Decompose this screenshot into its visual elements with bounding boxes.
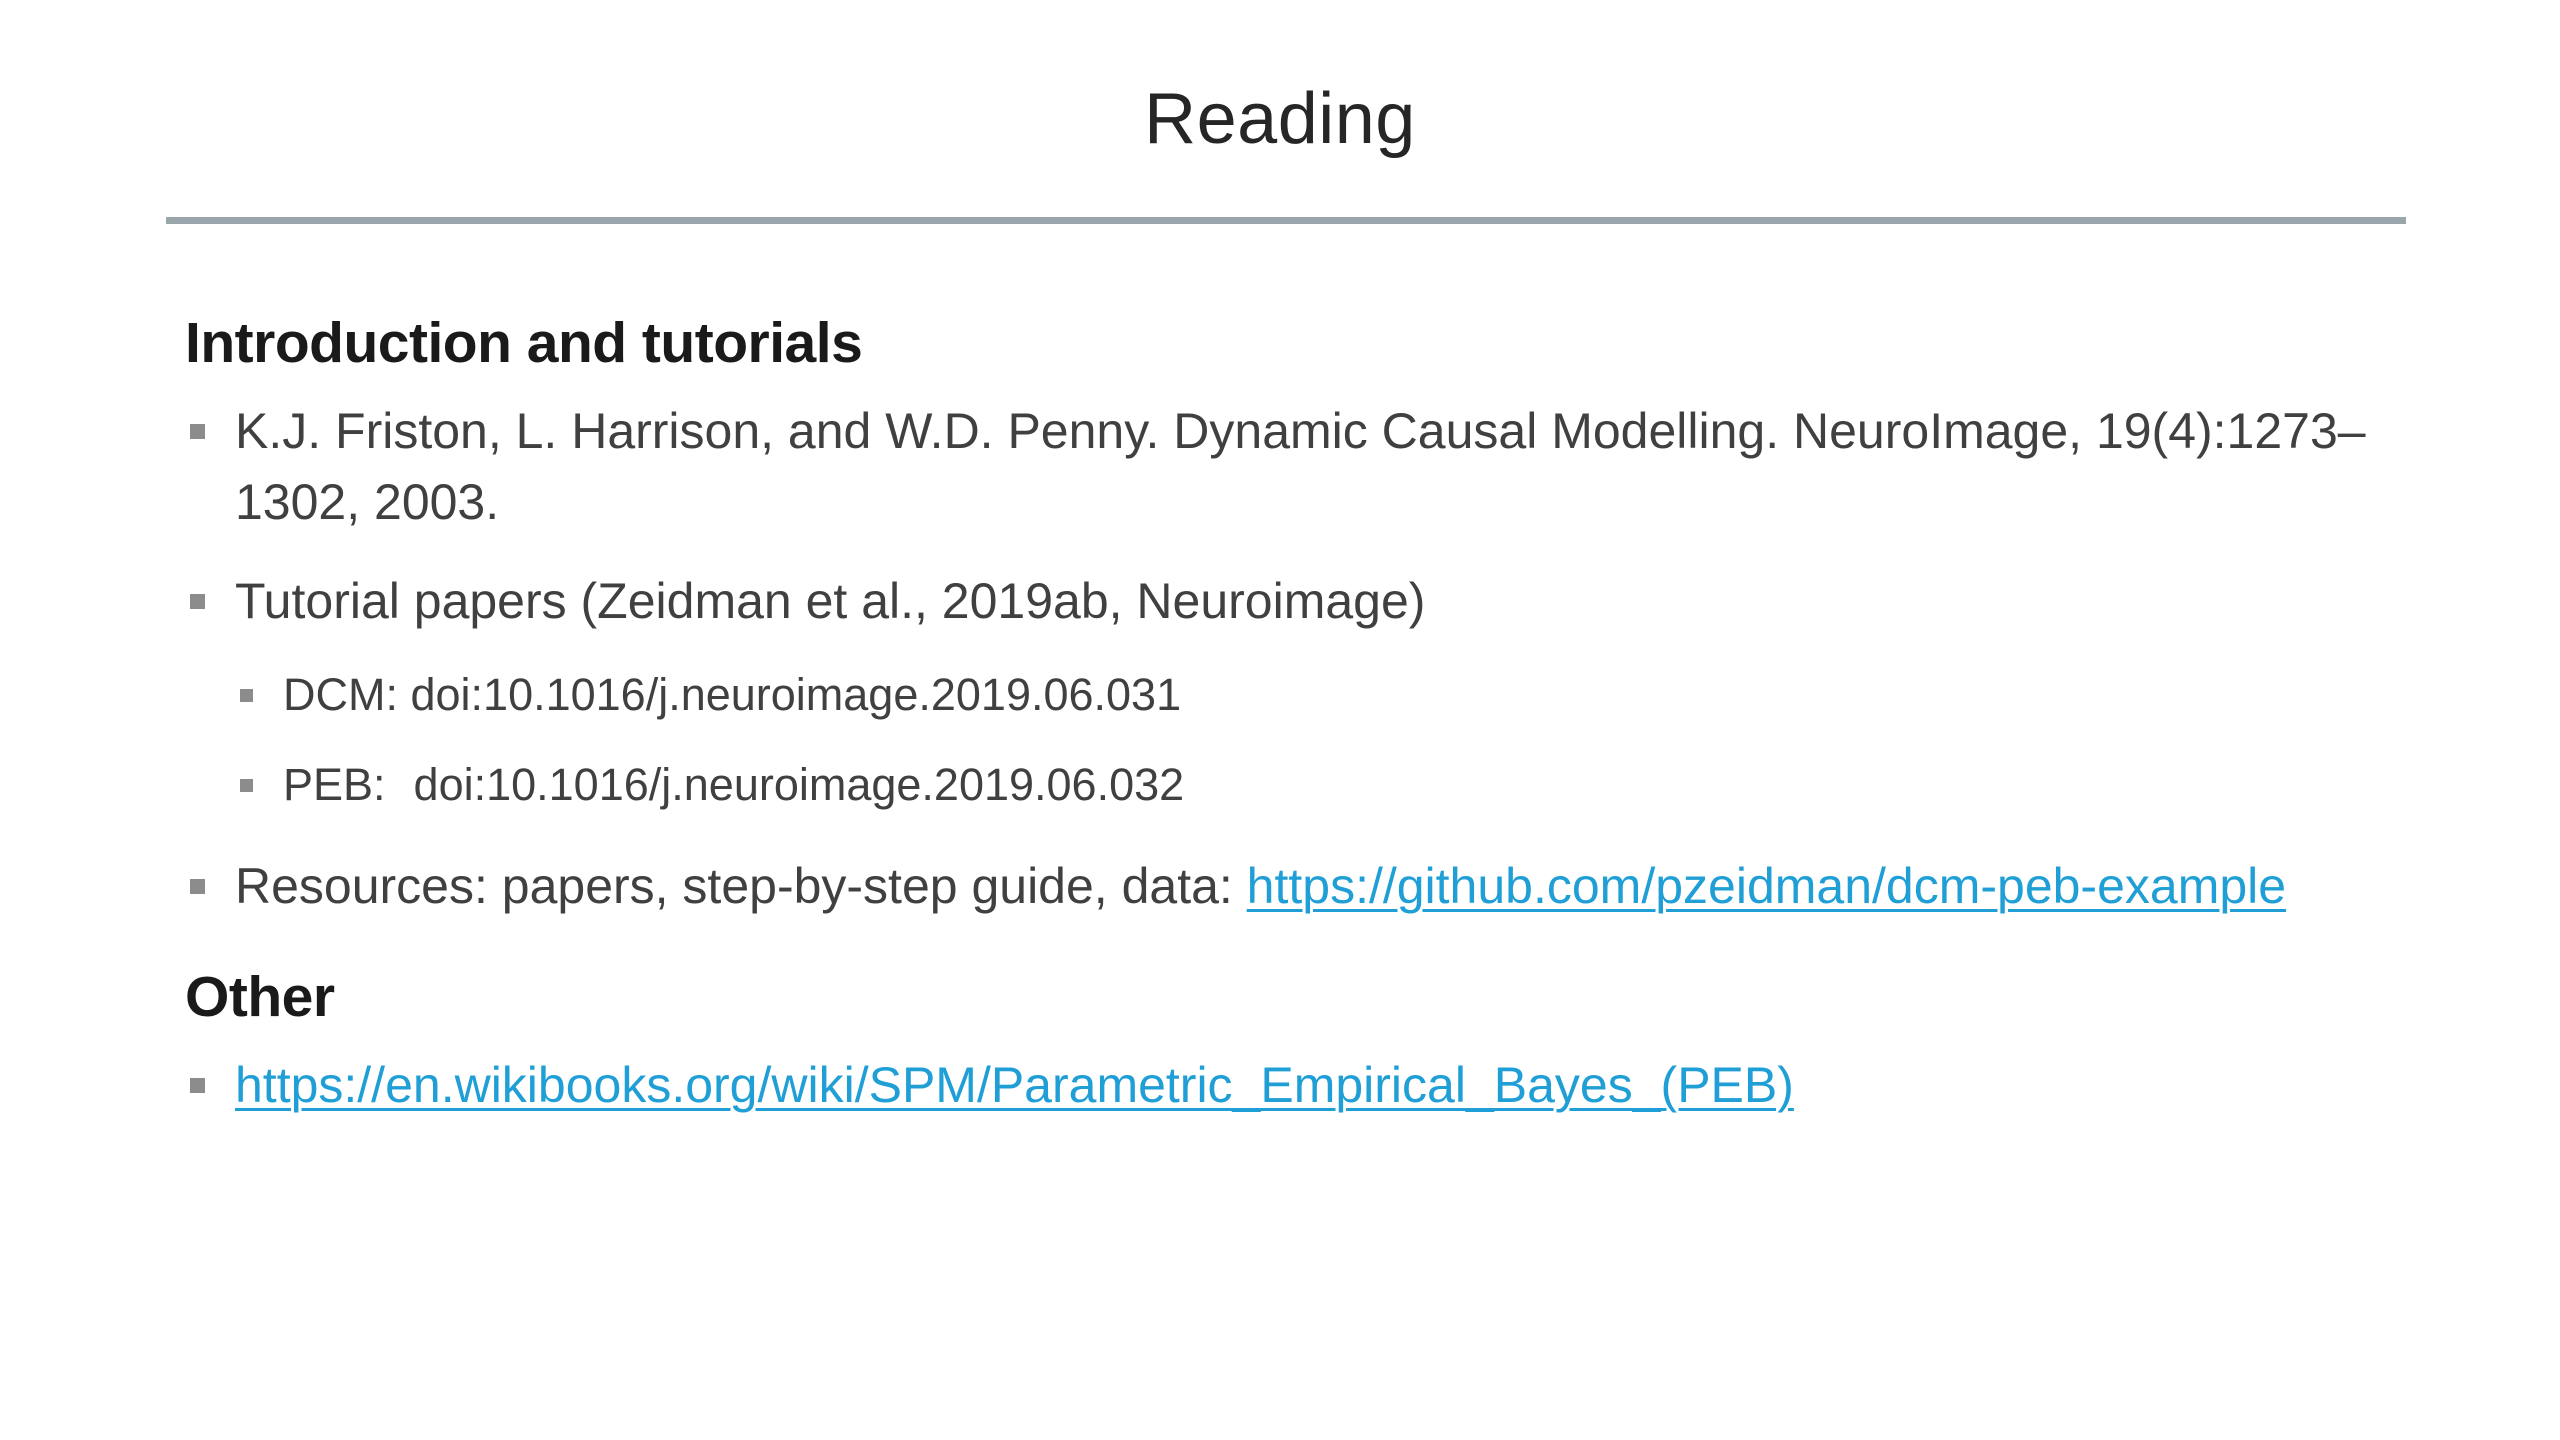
reference-text: K.J. Friston, L. Harrison, and W.D. Penny. Dynamic Causal Modelling. NeuroImage, 19(4):1273–1302, 2003. — [235, 403, 2366, 530]
list-item-friston — [185, 396, 2405, 538]
peb-label: PEB: — [283, 759, 386, 810]
resources-text: Resources: papers, step-by-step guide, data: — [235, 858, 1247, 914]
square-bullet-icon — [240, 689, 253, 702]
title-divider — [166, 217, 2406, 224]
section-heading-other: Other — [185, 965, 335, 1029]
wikibooks-link[interactable]: https://en.wikibooks.org/wiki/SPM/Parametric_Empirical_Bayes_(PEB) — [235, 1057, 1794, 1113]
square-bullet-icon — [190, 424, 205, 439]
square-bullet-icon — [190, 879, 205, 894]
doi-text: doi:10.1016/j.neuroimage.2019.06.032 — [413, 759, 1185, 810]
list-item-tutorial-papers — [185, 566, 2405, 637]
sub-item-dcm-doi — [235, 663, 2405, 727]
square-bullet-icon — [190, 1078, 205, 1093]
slide-content — [185, 300, 2405, 1121]
slide-title: Reading — [1144, 79, 1416, 159]
list-item-resources — [185, 851, 2405, 922]
list-item-wikibooks — [185, 1050, 2405, 1121]
section-heading-intro: Introduction and tutorials — [185, 311, 863, 375]
doi-text: DCM: doi:10.1016/j.neuroimage.2019.06.031 — [283, 669, 1182, 720]
square-bullet-icon — [190, 594, 205, 609]
reference-text: Tutorial papers (Zeidman et al., 2019ab, Neuroimage) — [235, 573, 1426, 629]
sub-item-peb-doi — [235, 753, 2405, 817]
github-link[interactable]: https://github.com/pzeidman/dcm-peb-example — [1246, 858, 2287, 914]
square-bullet-icon — [240, 779, 253, 792]
